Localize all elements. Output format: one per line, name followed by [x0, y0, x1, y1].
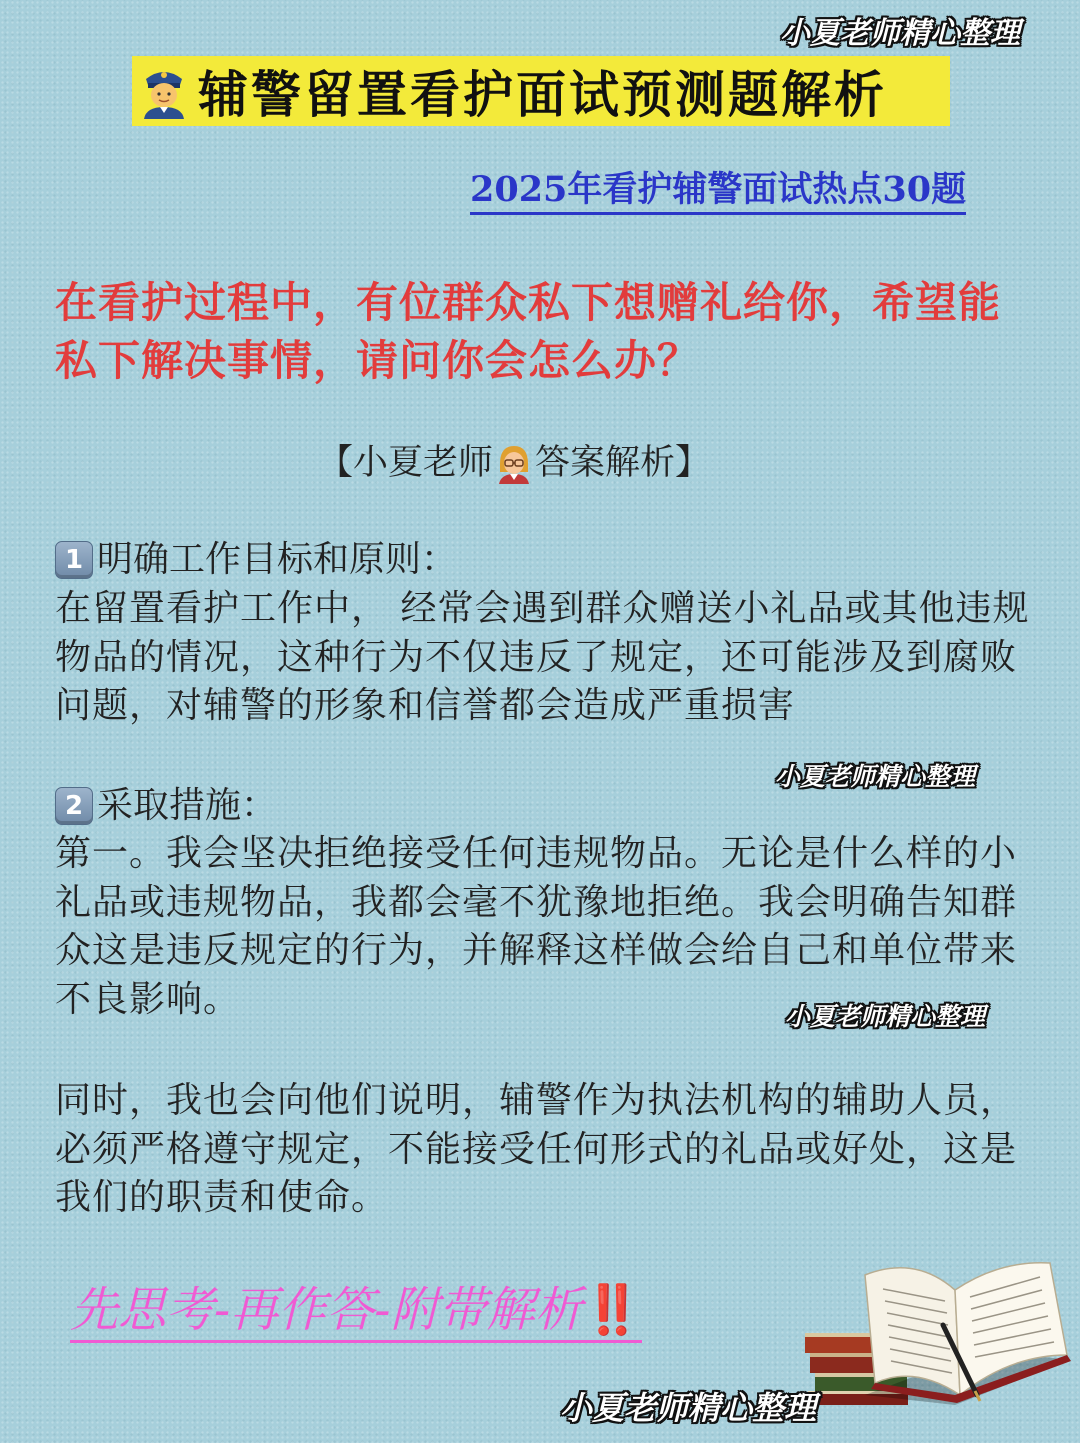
watermark-mid-2: 小夏老师精心整理 [785, 1002, 986, 1031]
section-2-title: 采取措施： [97, 785, 278, 826]
subtitle: 2025年看护辅警面试热点30题 [470, 170, 966, 215]
section-1-heading [55, 536, 457, 584]
double-exclamation-icon: ‼️ [582, 1282, 643, 1338]
answer-header [318, 438, 710, 488]
paragraph-3-text: 同时，我也会向他们说明，辅警作为执法机构的辅助人员，必须严格遵守规定，不能接受任何形式的礼品或好处，这是我们的职责和使命。 [55, 1080, 1018, 1218]
watermark-top: 小夏老师精心整理 [780, 16, 1020, 51]
watermark-mid-1: 小夏老师精心整理 [775, 762, 976, 791]
answer-header-left: 【小夏老师 [318, 443, 494, 483]
page-title: 辅警留置看护面试预测题解析 [198, 66, 887, 124]
watermark-bottom: 小夏老师精心整理 [560, 1389, 817, 1427]
answer-header-right: 答案解析】 [535, 443, 711, 483]
teacher-icon [495, 442, 533, 484]
section-2-text: 第一。我会坚决拒绝接受任何违规物品。无论是什么样的小礼品或违规物品，我都会毫不犹豫地拒绝。我会明确告知群众这是违反规定的行为，并解释这样做会给自己和单位带来不良影响。 [55, 833, 1018, 1020]
keycap-2-icon: 2 [55, 787, 93, 825]
open-book-icon [805, 1255, 1075, 1405]
title-banner [132, 56, 950, 126]
section-1-text: 在留置看护工作中， 经常会遇到群众赠送小礼品或其他违规物品的情况，这种行为不仅违反了规定，还可能涉及到腐败问题，对辅警的形象和信誉都会造成严重损害 [55, 588, 1030, 726]
section-2-heading [55, 782, 277, 830]
question-text: 在看护过程中，有位群众私下想赠礼给你，希望能私下解决事情，请问你会怎么办？ [55, 278, 1002, 385]
footer-note [70, 1282, 642, 1343]
section-1-title: 明确工作目标和原则： [97, 539, 458, 580]
keycap-1-icon: 1 [55, 541, 93, 579]
footer-note-text: 先思考-再作答-附带解析 [70, 1282, 583, 1338]
police-officer-icon [138, 63, 190, 119]
